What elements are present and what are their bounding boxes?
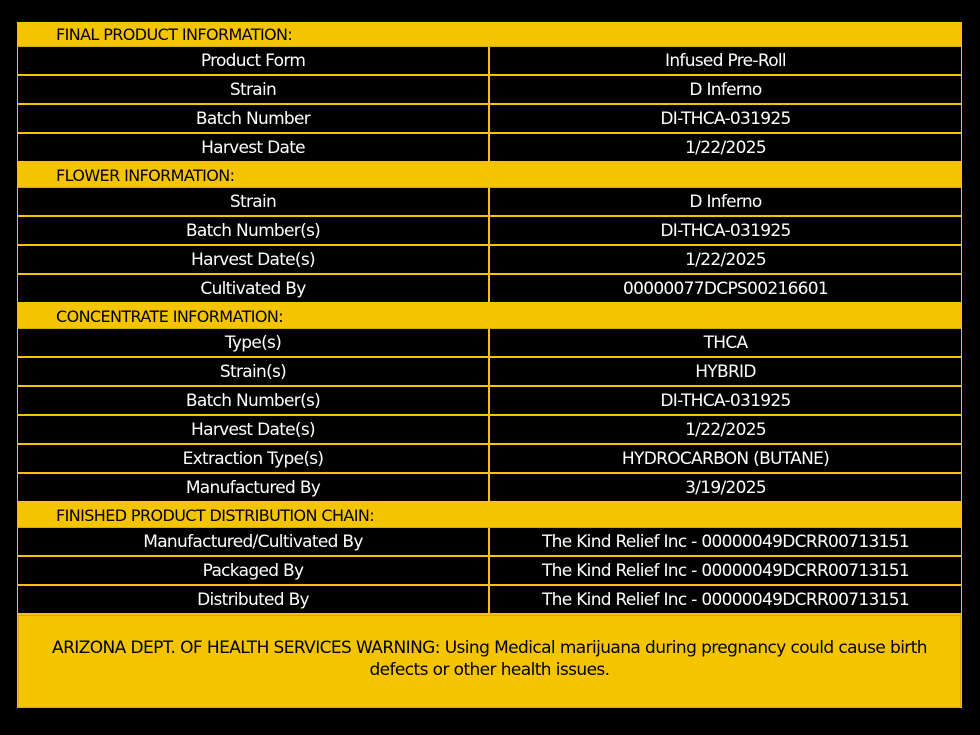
- table-row: [18, 134, 961, 163]
- section-final-product-information: [18, 22, 961, 163]
- row-label: Batch Number: [18, 105, 490, 132]
- row-label: Harvest Date(s): [18, 246, 490, 273]
- row-value: 00000077DCPS00216601: [622, 279, 829, 299]
- section-concentrate-information: [18, 304, 961, 503]
- table-row: [18, 445, 961, 474]
- row-label: Harvest Date(s): [18, 416, 490, 443]
- row-label: Batch Number(s): [18, 217, 490, 244]
- row-value: The Kind Relief Inc - 00000049DCRR00713151: [542, 532, 909, 552]
- table-row: [18, 246, 961, 275]
- table-row: [18, 586, 961, 615]
- table-row: [18, 387, 961, 416]
- row-value: 1/22/2025: [685, 250, 766, 270]
- row-value: D Inferno: [689, 80, 762, 100]
- table-row: [18, 105, 961, 134]
- row-label: Manufactured By: [18, 474, 490, 501]
- row-label: Packaged By: [18, 557, 490, 584]
- row-label: Cultivated By: [18, 275, 490, 302]
- health-warning-box: [18, 615, 961, 708]
- table-row: [18, 47, 961, 76]
- table-row: [18, 217, 961, 246]
- section-header: FINAL PRODUCT INFORMATION:: [18, 22, 961, 47]
- row-label: Strain: [18, 188, 490, 215]
- row-value: The Kind Relief Inc - 00000049DCRR00713151: [542, 561, 909, 581]
- section-flower-information: [18, 163, 961, 304]
- row-value: HYBRID: [695, 362, 756, 382]
- section-header: FINISHED PRODUCT DISTRIBUTION CHAIN:: [18, 503, 961, 528]
- row-label: Manufactured/Cultivated By: [18, 528, 490, 555]
- row-value: Infused Pre-Roll: [665, 51, 786, 71]
- row-label: Harvest Date: [18, 134, 490, 161]
- row-value: The Kind Relief Inc - 00000049DCRR00713151: [542, 590, 909, 610]
- row-label: Distributed By: [18, 586, 490, 613]
- row-label: Product Form: [18, 47, 490, 74]
- row-label: Batch Number(s): [18, 387, 490, 414]
- table-row: [18, 329, 961, 358]
- health-warning-text: ARIZONA DEPT. OF HEALTH SERVICES WARNING: Using Medical marijuana during pregnancy could cause birth defects or other health issues.: [52, 637, 927, 680]
- row-value: D Inferno: [689, 192, 762, 212]
- table-row: [18, 416, 961, 445]
- product-information-document: [17, 22, 962, 708]
- table-row: [18, 557, 961, 586]
- section-distribution-chain: [18, 503, 961, 615]
- section-header: FLOWER INFORMATION:: [18, 163, 961, 188]
- row-label: Extraction Type(s): [18, 445, 490, 472]
- row-value: DI-THCA-031925: [660, 391, 791, 411]
- row-value: 1/22/2025: [685, 138, 766, 158]
- table-row: [18, 275, 961, 304]
- row-value: DI-THCA-031925: [660, 221, 791, 241]
- row-value: 1/22/2025: [685, 420, 766, 440]
- table-row: [18, 76, 961, 105]
- row-value: THCA: [703, 333, 748, 353]
- row-value: 3/19/2025: [685, 478, 766, 498]
- section-header: CONCENTRATE INFORMATION:: [18, 304, 961, 329]
- table-row: [18, 528, 961, 557]
- row-label: Strain: [18, 76, 490, 103]
- table-row: [18, 358, 961, 387]
- row-value: HYDROCARBON (BUTANE): [621, 449, 830, 469]
- row-label: Type(s): [18, 329, 490, 356]
- row-label: Strain(s): [18, 358, 490, 385]
- table-row: [18, 188, 961, 217]
- row-value: DI-THCA-031925: [660, 109, 791, 129]
- table-row: [18, 474, 961, 503]
